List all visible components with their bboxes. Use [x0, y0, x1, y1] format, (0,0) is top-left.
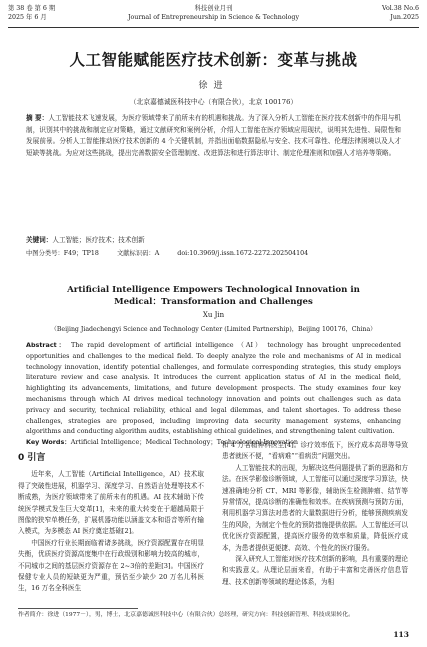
body-column-right	[222, 440, 408, 588]
keywords-en-label: Key Words：	[26, 438, 71, 446]
body-paragraph: 中国医疗行业长期面临着诸多挑战，医疗资源配置存在明显失衡，优质医疗资源高度集中在行政级别和影响力较高的城市，不同城市之间的基层医疗资源存在 2~3倍的差距[3]。中国医疗保健专业人员的短缺更为严重，预估至少缺少 20 万名儿科医生，16 万名全科医生	[18, 538, 204, 593]
abstract-cn	[26, 113, 401, 159]
keywords-cn-text: 人工智能；医疗技术；技术创新	[52, 236, 145, 244]
paper-title-en-line1: Artificial Intelligence Empowers Technological Innovation in	[67, 285, 360, 295]
body-column-left	[18, 450, 204, 595]
classification-line	[26, 249, 401, 259]
abstract-cn-text: 人工智能技术飞速发展，为医疗领域带来了前所未有的机遇和挑战。为了深入分析人工智能在医疗技术创新中的作用与机制，识别其中的挑战和制定应对策略，通过文献研究和案例分析，介绍人工智能在医疗领域应用现状，说明其先进性、局限性和发展前景。分析人工智能推动医疗技术创新的 4 个关键机制，并指出面临数据隐私与安全、技术可靠性、伦理法律困境以及人才短缺等挑战。为应对这些挑战，提出完善数据安全管理制度、改进算法和进行算法审计、制定伦理准则和加强人才培养等策略。	[26, 114, 402, 157]
keywords-cn-label: 关键词：	[26, 236, 53, 244]
header-date-en: Jun.2025	[390, 14, 419, 21]
header-volume-en: Vol.38 No.6	[382, 5, 419, 12]
paper-title-cn: 人工智能赋能医疗技术创新：变革与挑战	[69, 51, 358, 69]
header-journal-cn: 科技创业月刊	[194, 5, 233, 12]
body-paragraph: 和 4 万名精神科医生[4]。诊疗效率低下，医疗成本高昂等导致患者就医不便，“看病难”“看病贵”问题突出。	[222, 441, 408, 461]
header-divider	[8, 27, 419, 28]
affiliation-cn: （北京嘉德诚医科技中心（有限合伙），北京 100176）	[129, 98, 298, 106]
doi: doi:10.3969/j.issn.1672-2272.202504104	[177, 250, 309, 257]
body-paragraph: 近年来，人工智能（Artificial Intelligence，AI）技术取得了突破性进展，机器学习、深度学习、自然语言处理等技术不断成熟，为医疗领域带来了前所未有的机遇。AI 技术辅助下传统医学模式发生巨大变革[1]，未来的重大转变在于超越局限于图像的狭窄单模任务，扩展机器功能以涵盖文本和语音等所有输入模式，为多模态 AI 医疗奠定基础[2]。	[18, 470, 204, 536]
document-code: 文献标识码：A	[116, 250, 160, 257]
author-name-en: Xu Jin	[202, 311, 225, 319]
section-heading-intro: 0 引言	[18, 453, 46, 463]
header-journal-en: Journal of Entrepreneurship in Science & Technology	[127, 14, 300, 21]
footnote-divider	[18, 608, 138, 609]
keywords-cn	[26, 235, 401, 246]
clc-number: 中图分类号：F49；TP18	[26, 250, 99, 257]
running-header	[8, 5, 419, 27]
abstract-en	[26, 340, 401, 437]
page-number: 113	[393, 630, 409, 639]
author-footnote: 作者简介：徐进（1977－），男，博士，北京嘉德诚医科技中心（有限合伙）总经理，研究方向：科技创新管理、科技成果转化。	[18, 612, 355, 618]
keywords-en-text: Artificial Intelligence；Medical Technology；Technological Innovation	[70, 438, 299, 446]
header-date-cn: 2025 年 6 月	[8, 14, 47, 21]
body-paragraph: 深入研究人工智能对医疗技术创新的影响，具有重要的理论和实践意义。从理论层面来看，有助于丰富和完善医疗信息管理、技术创新等领域的理论体系，为相	[222, 555, 408, 586]
author-name-cn: 徐进	[198, 81, 229, 91]
paper-title-en	[0, 284, 427, 308]
paper-title-en-line2: Medical：Transformation and Challenges	[114, 297, 313, 307]
affiliation-en: （Beijing Jiadechengyi Science and Technology Center (Limited Partnership)，Beijing 100176，China）	[50, 326, 377, 333]
abstract-en-text: The rapid development of artificial intelligence （AI） technology has brought unprecedented opportunities and challenges to the medical field. To deeply analyze the role and mechanisms of AI in medical technology innovation, identify potential challenges, and formulate corresponding strategies, this study employs literature review and case analysis. It introduces the current application status of AI in the medical field, highlighting its advancements, limitations, and future development prospects. The study examines four key mechanisms through which AI drives medical technology innovation and points out challenges such as data privacy and security, technical reliability, ethical and legal dilemmas, and talent shortages. To address these challenges, strategies are proposed, including improving data security management systems, enhancing algorithms and conducting algorithm audits, establishing ethical guidelines, and strengthening talent cultivation.	[26, 341, 401, 436]
body-paragraph: 人工智能技术的出现，为解决这些问题提供了新的思路和方法。在医学影像诊断领域，人工智能可以通过深度学习算法，快速准确地分析 CT、MRI 等影像，辅助医生检测肿瘤、结节等异常情况，提高诊断的准确性和效率。在疾病预测与预防方面，利用机器学习算法对患者的大量数据进行分析，能够预测疾病发生的风险，为制定个性化的预防措施提供依据。人工智能还可以优化医疗资源配置，提高医疗服务的效率和质量，降低医疗成本，为患者提供更便捷、高效、个性化的医疗服务。	[222, 463, 408, 552]
header-volume-cn: 第 38 卷 第 6 期	[8, 5, 56, 12]
abstract-en-label: Abstract：	[26, 341, 68, 349]
abstract-cn-label: 摘 要：	[26, 114, 49, 122]
